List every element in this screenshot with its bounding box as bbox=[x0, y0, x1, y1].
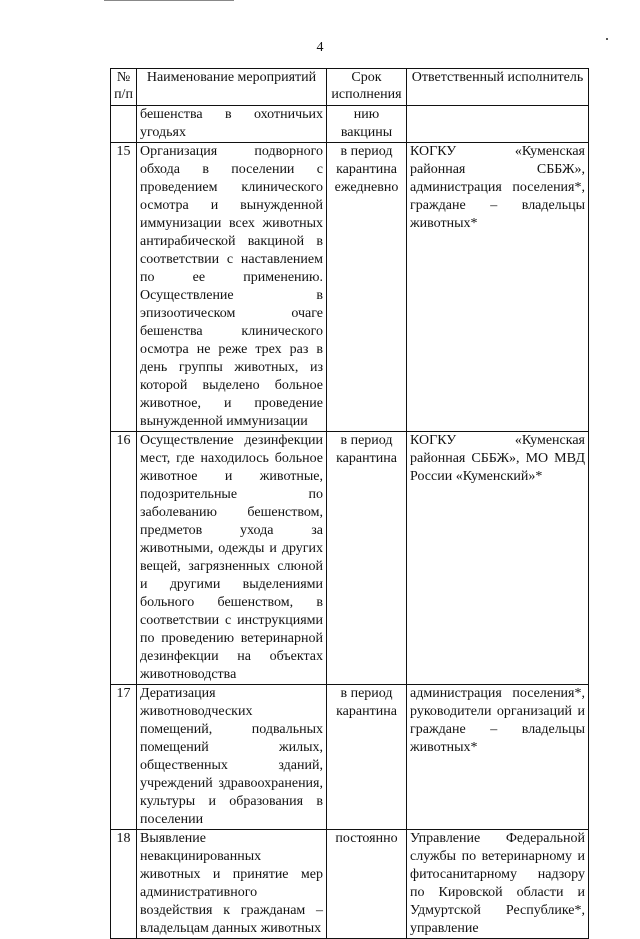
cell-number bbox=[111, 106, 137, 143]
cell-number: 18 bbox=[111, 830, 137, 939]
cell-term: в период карантина ежедневно bbox=[327, 143, 407, 432]
cell-term: нию вакцины bbox=[327, 106, 407, 143]
cell-term: в период карантина bbox=[327, 432, 407, 685]
cell-name: Выявление невакцинированных животных и принятие мер административного воздействия к гражданам – владельцам данных животных bbox=[137, 830, 327, 939]
table-row bbox=[111, 685, 589, 830]
table-row bbox=[111, 432, 589, 685]
cell-term: в период карантина bbox=[327, 685, 407, 830]
cell-responsible: Управление Федеральной службы по ветеринарному и фитосанитарному надзору по Кировской области и Удмуртской Республике*, управление bbox=[407, 830, 589, 939]
header-responsible: Ответственный исполнитель bbox=[407, 69, 589, 106]
cell-name: Дератизация животноводческих помещений, подвальных помещений жилых, общественных зданий, учреждений здравоохранения, культуры и образования в поселении bbox=[137, 685, 327, 830]
cell-responsible: КОГКУ «Куменская районная СББЖ», МО МВД России «Куменский»* bbox=[407, 432, 589, 685]
cell-name: Осуществление дезинфекции мест, где находилось больное животное и животные, подозрительные по заболеванию бешенством, предметов ухода за животными, одежды и других вещей, загрязненных слюной и другими выделениями больного бешенством, в соответствии с инструкциями по проведению ветеринарной дезинфекции на объектах животноводства bbox=[137, 432, 327, 685]
cell-responsible: КОГКУ «Куменская районная СББЖ», администрация поселения*, граждане – владельцы животных* bbox=[407, 143, 589, 432]
measures-table bbox=[110, 68, 589, 939]
cell-name: Организация подворного обхода в поселении с проведением клинического осмотра и вынужденной иммунизации всех животных антирабической вакциной в соответствии с наставлением по ее применению. Осуществление в эпизоотическом очаге бешенства клинического осмотра не реже трех раз в день группы животных, из которой выделено больное животное, и проведение вынужденной иммунизации bbox=[137, 143, 327, 432]
cell-term: постоянно bbox=[327, 830, 407, 939]
cell-number: 16 bbox=[111, 432, 137, 685]
cell-responsible: администрация поселения*, руководители организаций и граждане – владельцы животных* bbox=[407, 685, 589, 830]
cell-number: 15 bbox=[111, 143, 137, 432]
cell-name: бешенства в охотничьих угодьях bbox=[137, 106, 327, 143]
cell-responsible bbox=[407, 106, 589, 143]
header-term: Срок исполнения bbox=[327, 69, 407, 106]
scan-edge-line bbox=[104, 0, 234, 1]
table-row bbox=[111, 143, 589, 432]
header-number: № п/п bbox=[111, 69, 137, 106]
table-row bbox=[111, 830, 589, 939]
table-row-continuation bbox=[111, 106, 589, 143]
table-header-row bbox=[111, 69, 589, 106]
header-name: Наименование мероприятий bbox=[137, 69, 327, 106]
cell-number: 17 bbox=[111, 685, 137, 830]
page-number: 4 bbox=[316, 40, 324, 55]
